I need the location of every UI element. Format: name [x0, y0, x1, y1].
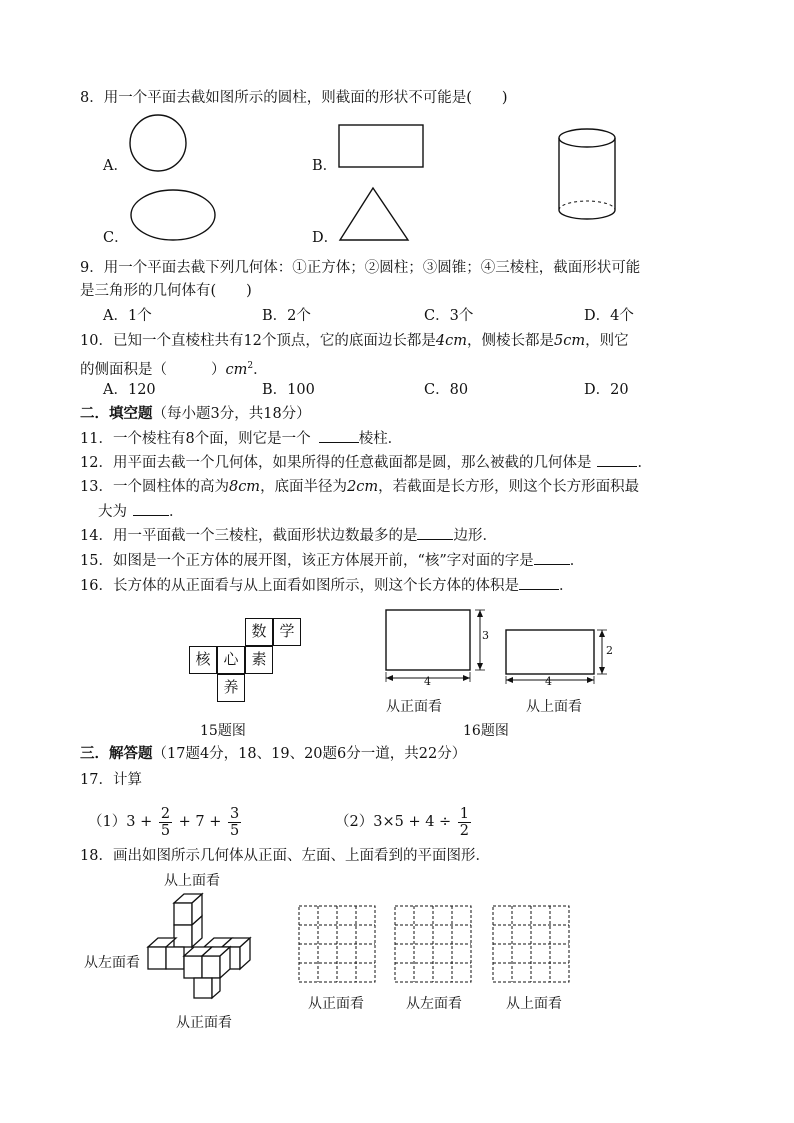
q12: 12．用平面去截一个几何体，如果所得的任意截面都是圆，那么被截的几何体是 ． — [80, 452, 652, 473]
q9-option-b[interactable]: B．2个 — [262, 308, 311, 324]
top-view-label: 从上面看 — [526, 699, 582, 715]
net-cell: 学 — [273, 618, 301, 646]
front-width-label: 4 — [424, 675, 431, 688]
q18-title: 18．画出如图所示几何体从正面、左面、上面看到的平面图形． — [80, 848, 490, 864]
answer-grid-left[interactable] — [394, 905, 474, 985]
q11: 11．一个棱柱有8个面，则它是一个 棱柱． — [80, 428, 402, 449]
fig15-caption: 15题图 — [200, 723, 246, 739]
cube-stack-figure — [144, 888, 264, 1008]
grid-label-front: 从正面看 — [308, 996, 364, 1012]
circle-shape-figure — [130, 114, 190, 174]
q16: 16．长方体的从正面看与从上面看如图所示，则这个长方体的体积是 ． — [80, 575, 573, 596]
cylinder-figure — [555, 126, 625, 222]
q8-option-a[interactable]: A． — [103, 158, 128, 174]
q9-option-a[interactable]: A．1个 — [103, 308, 152, 324]
top-width-label: 4 — [545, 675, 552, 688]
q10-option-c[interactable]: C．80 — [424, 382, 469, 398]
net-cell: 素 — [245, 646, 273, 674]
q8-stem: 8．用一个平面去截如图所示的圆柱，则截面的形状不可能是( ) — [80, 90, 508, 106]
q17-part1: （1）3 + $\frac{2}{5}$ + 7 + $\frac{3}{5}$ — [88, 805, 240, 839]
q9-option-d[interactable]: D．4个 — [584, 308, 634, 324]
from-front-label: 从正面看 — [176, 1015, 232, 1031]
section-3-heading: 三．解答题（17题4分，18、19、20题6分一道，共22分） — [80, 745, 467, 762]
q9-option-c[interactable]: C．3个 — [424, 308, 474, 324]
triangle-shape-figure — [338, 186, 412, 244]
q8-option-b[interactable]: B． — [312, 158, 338, 174]
answer-grid-front[interactable] — [298, 905, 378, 985]
top-view-rectangle-figure — [500, 626, 612, 692]
q15: 15．如图是一个正方体的展开图，该正方体展开前，“核”字对面的字是 ． — [80, 550, 584, 571]
q14: 14．用一平面截一个三棱柱，截面形状边数最多的是 边形． — [80, 525, 497, 546]
rectangle-shape-figure — [338, 124, 428, 170]
from-left-label: 从左面看 — [84, 955, 140, 971]
front-height-label: 3 — [482, 629, 489, 642]
q13-line2: 大为 ． — [98, 501, 184, 522]
q8-option-d[interactable]: D． — [312, 230, 339, 246]
grid-label-top: 从上面看 — [506, 996, 562, 1012]
q10-line1: 10．已知一个直棱柱共有12个顶点，它的底面边长都是4cm，侧棱长都是5cm，则它 — [80, 333, 629, 349]
q9-line1: 9．用一个平面去截下列几何体：①正方体；②圆柱；③圆锥；④三棱柱，截面形状可能 — [80, 260, 641, 276]
q13-line1: 13．一个圆柱体的高为8cm，底面半径为2cm，若截面是长方形，则这个长方形面积最 — [80, 479, 640, 495]
section-2-heading: 二．填空题（每小题3分，共18分） — [80, 405, 311, 422]
front-view-rectangle-figure — [380, 608, 492, 692]
q9-line2: 是三角形的几何体有( ) — [80, 283, 252, 299]
q8-option-c[interactable]: C． — [103, 230, 129, 246]
net-cell: 养 — [217, 674, 245, 702]
from-top-label: 从上面看 — [164, 873, 220, 889]
q10-option-a[interactable]: A．120 — [103, 382, 156, 398]
ellipse-shape-figure — [130, 190, 220, 246]
answer-grid-top[interactable] — [492, 905, 572, 985]
q17-part2: （2）3×5 + 4 ÷ $\frac{1}{2}$ — [335, 805, 470, 839]
q10-option-b[interactable]: B．100 — [262, 382, 315, 398]
q10-option-d[interactable]: D．20 — [584, 382, 629, 398]
q17-title: 17．计算 — [80, 772, 142, 788]
net-cell: 核 — [189, 646, 217, 674]
front-view-label: 从正面看 — [386, 699, 442, 715]
net-cell: 心 — [217, 646, 245, 674]
q10-line2: 的侧面积是（ ）$cm^2$． — [80, 361, 268, 378]
fig16-caption: 16题图 — [463, 723, 509, 739]
top-height-label: 2 — [606, 644, 613, 657]
net-cell: 数 — [245, 618, 273, 646]
grid-label-left: 从左面看 — [406, 996, 462, 1012]
